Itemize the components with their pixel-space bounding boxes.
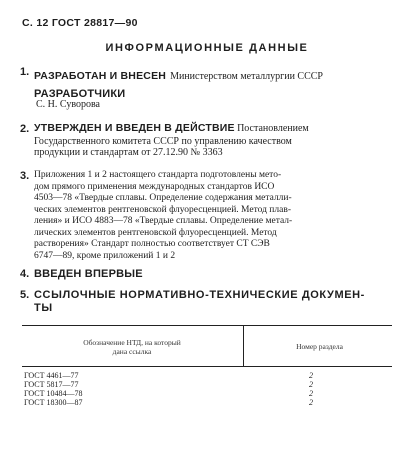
section-number: 2. [20, 123, 30, 135]
document-title: ИНФОРМАЦИОННЫЕ ДАННЫЕ [105, 42, 309, 54]
section-text-line: 4503—78 «Твердые сплавы. Определение содержания металли- [34, 193, 292, 203]
ref-section: 2 [309, 389, 313, 398]
section-text-line: дом прямого применения международных стандартов ИСО [34, 181, 275, 192]
section-number: 1. [20, 66, 30, 78]
ref-document: ГОСТ 5817—77 [24, 380, 79, 389]
section-text-line: ления» и ИСО 4883—78 «Твердые сплавы. Определение метал- [34, 216, 293, 226]
section-text-line: лических элементов рентгеновской флуоресценцией. Метод [34, 227, 277, 238]
table-row [22, 380, 392, 389]
column-divider [243, 326, 244, 366]
section-number: 4. [20, 268, 30, 280]
section-5 [20, 289, 394, 315]
column-header-document: Обозначение НТД, на который дана ссылка [83, 338, 181, 356]
section-subheading: РАЗРАБОТЧИКИ [34, 88, 126, 100]
section-number: 3. [20, 170, 30, 182]
section-heading-continued: ТЫ [34, 302, 53, 314]
section-number: 5. [20, 289, 30, 301]
ref-document: ГОСТ 4461—77 [24, 371, 79, 380]
section-text-line: продукции и стандартам от 27.12.90 № 3363 [34, 147, 223, 158]
section-4 [20, 268, 394, 281]
section-2: 2. УТВЕРЖДЕН И ВВЕДЕН В ДЕЙСТВИЕ Постановлением Государственного комитета СССР по управлению качеством продукции и стандартам от 27.12.90 № 3363 [20, 123, 394, 159]
section-text-line: 6747—89, кроме приложений 1 и 2 [34, 250, 176, 261]
section-heading: УТВЕРЖДЕН И ВВЕДЕН В ДЕЙСТВИЕ [34, 122, 235, 134]
section-1 [20, 66, 394, 101]
ref-section: 2 [309, 398, 313, 407]
table-row [22, 398, 392, 407]
section-text-line: ческих элементов рентгеновской флуоресценцией. Метод плав- [34, 204, 291, 215]
section-text-line: Приложения 1 и 2 настоящего стандарта подготовлены мето- [34, 170, 282, 180]
ref-document: ГОСТ 18300—87 [24, 398, 83, 407]
ref-section: 2 [309, 380, 313, 389]
references-table [22, 325, 392, 407]
ref-document: ГОСТ 10484—78 [24, 389, 83, 398]
section-3 [20, 170, 394, 262]
section-heading: ССЫЛОЧНЫЕ НОРМАТИВНО-ТЕХНИЧЕСКИЕ ДОКУМЕН- [34, 289, 365, 301]
section-heading: ВВЕДЕН ВПЕРВЫЕ [34, 268, 143, 280]
table-body [22, 367, 392, 407]
table-header [22, 326, 392, 366]
section-text-line: Государственного комитета СССР по управлению качеством [34, 135, 292, 147]
table-row [22, 389, 392, 398]
section-heading: РАЗРАБОТАН И ВНЕСЕН [34, 70, 167, 82]
developer-name: С. Н. Суворова [36, 99, 100, 110]
section-text: Министерством металлургии СССР [170, 71, 323, 82]
section-text-line: растворения» Стандарт полностью соответствует СТ СЭВ [34, 239, 270, 249]
column-header-section: Номер раздела [296, 342, 343, 351]
page-header: С. 12 ГОСТ 28817—90 [22, 17, 138, 29]
ref-section: 2 [309, 371, 313, 380]
table-row [22, 371, 392, 380]
